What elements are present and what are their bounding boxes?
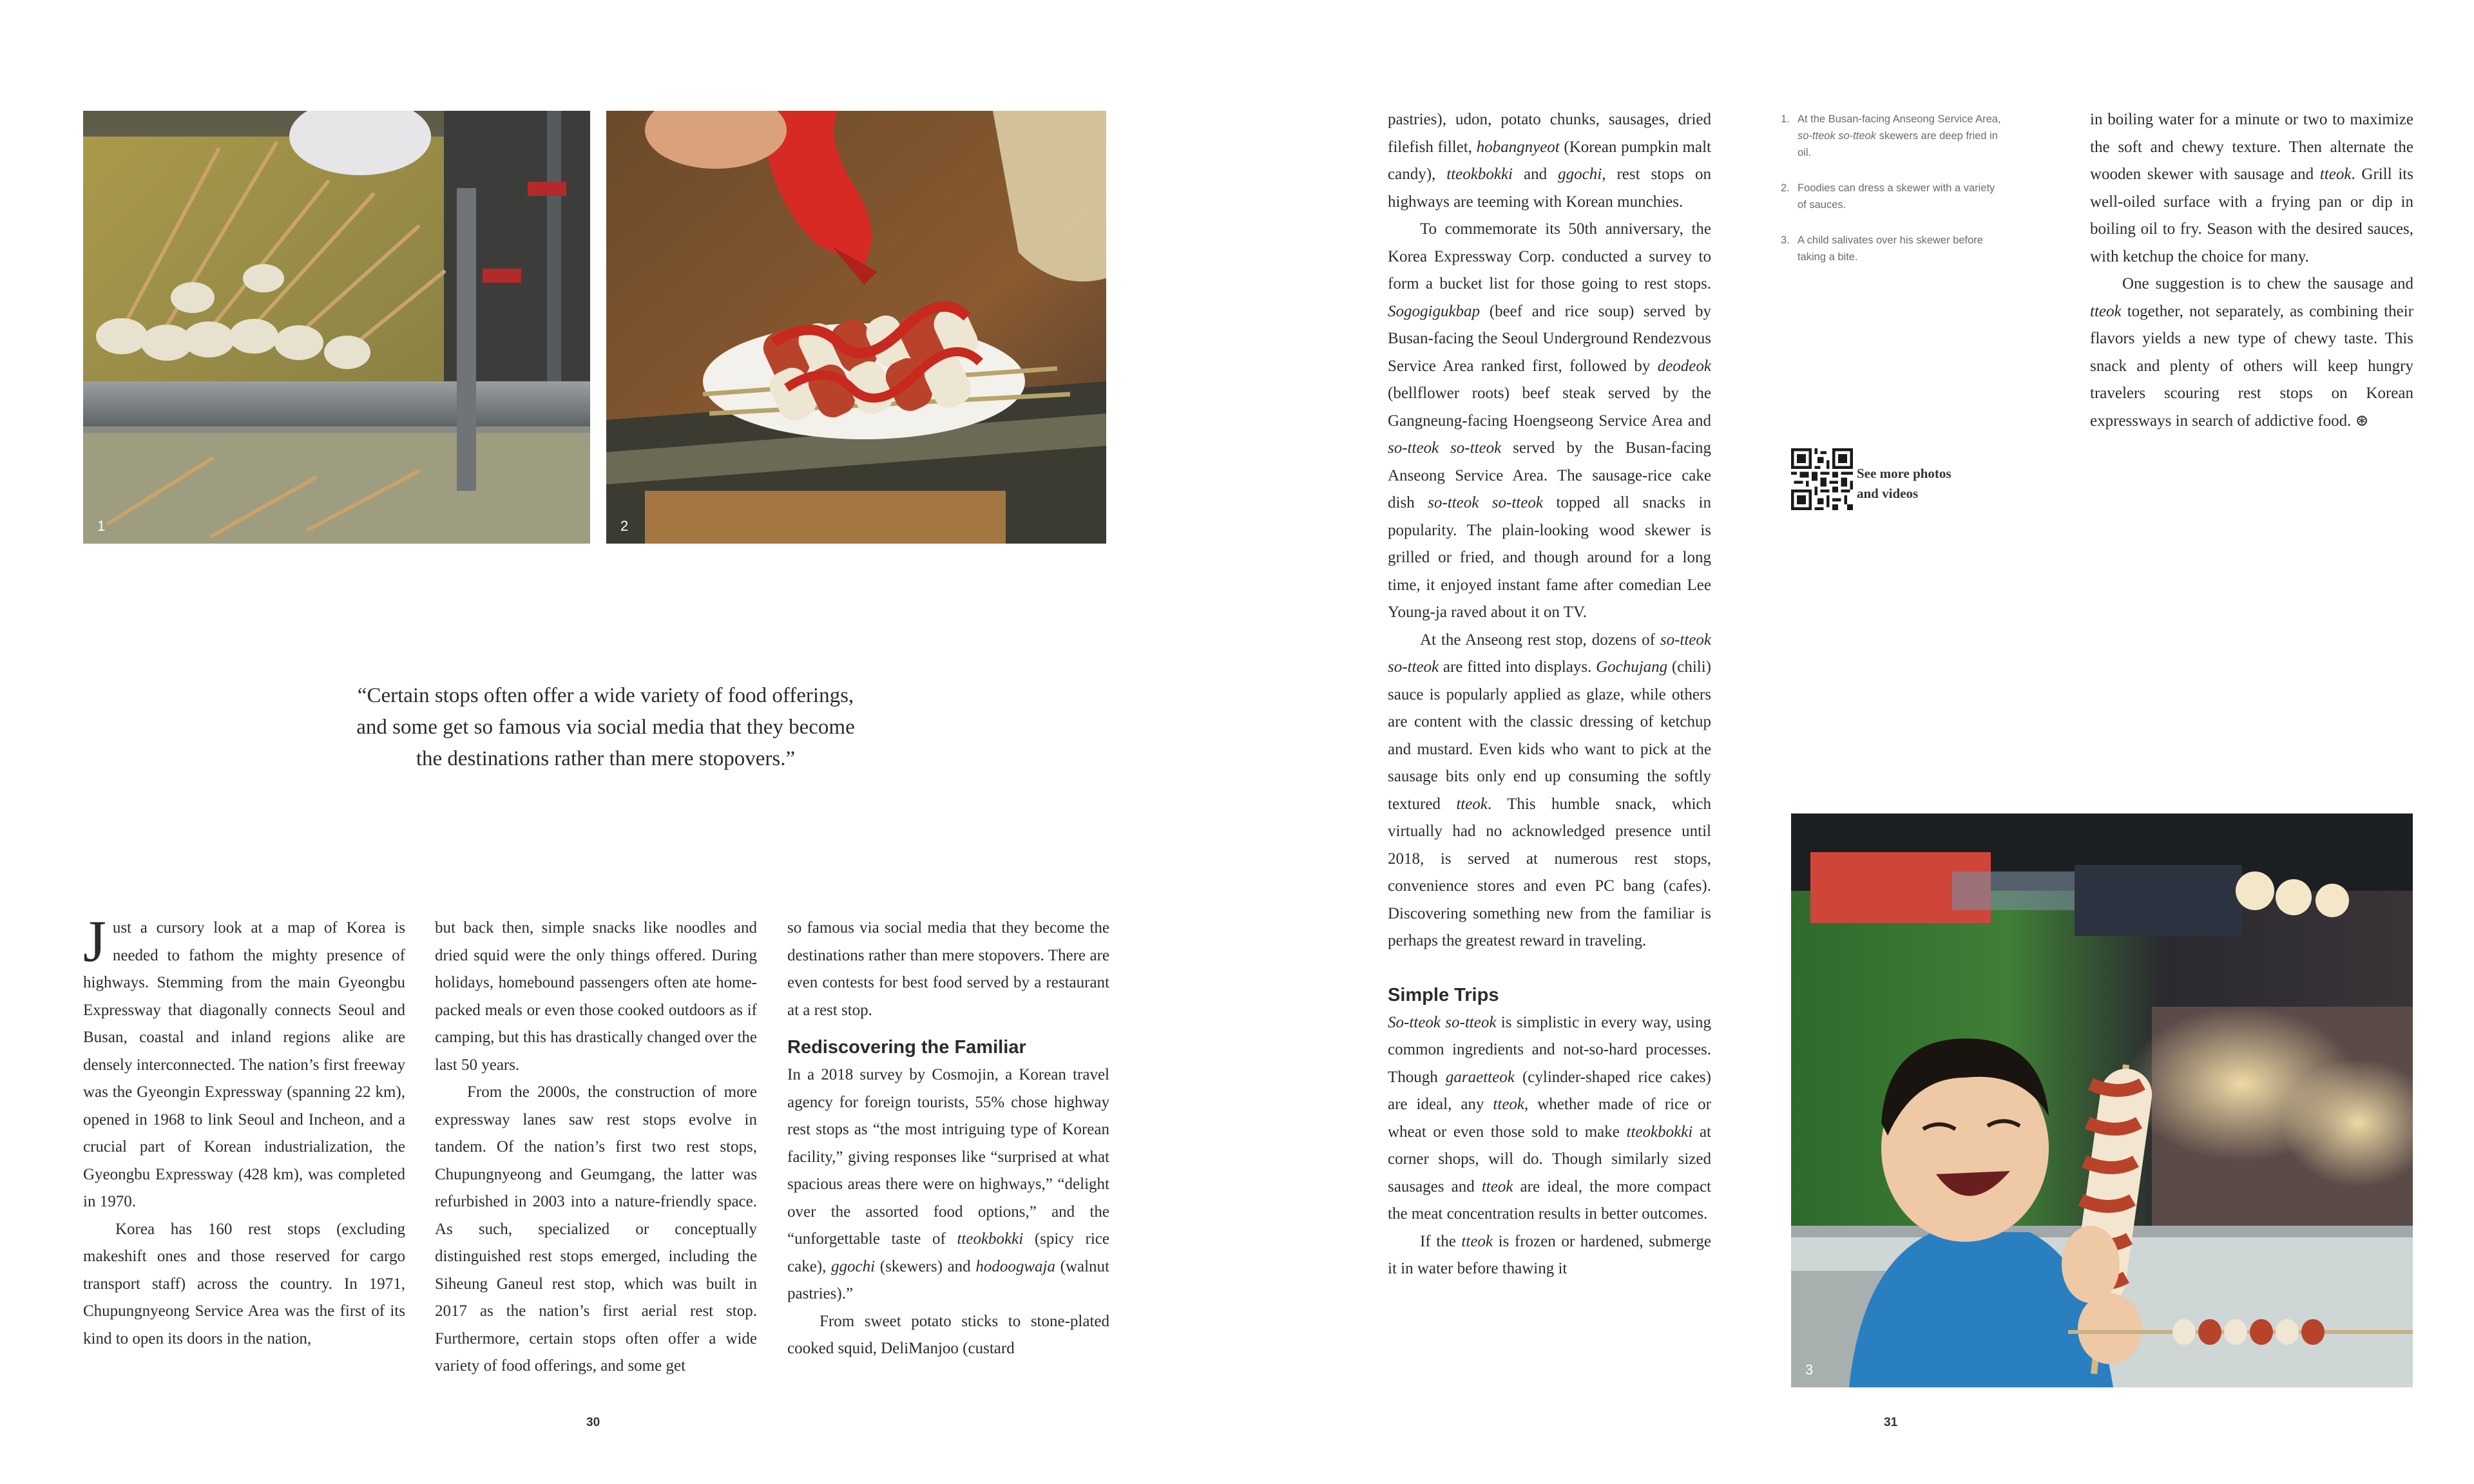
paragraph: From sweet potato sticks to stone-plated cooked squid, DeliManjoo (custard xyxy=(787,1312,1109,1357)
paragraph: So-tteok so-tteok is simplistic in every way, using common ingredients and not-so-hard processes. Though garaetteok (cylinder-shaped rice cakes) are ideal, any tteok, whether made of rice or wheat or even those sold to make tteokbokki at corner shops, will do. Though similarly sized sausages and tteok are ideal, the more compact the meat concentration results in better outcomes. xyxy=(1388,1013,1711,1222)
photo-captions xyxy=(1781,111,2006,284)
photo-child-with-skewer xyxy=(1791,813,2413,1387)
section-heading: Rediscovering the Familiar xyxy=(787,1037,1026,1058)
end-mark-icon: ⊛ xyxy=(2355,412,2369,430)
page-number-left: 30 xyxy=(586,1416,600,1429)
paragraph: One suggestion is to chew the sausage and tteok together, not separately, as combining their flavors yields a new type of chewy taste. This snack and plenty of others will keep hungry travelers scouring rest stops on Korean expressways in search of addictive food. ⊛ xyxy=(2090,275,2413,430)
paragraph: in boiling water for a minute or two to maximize the soft and chewy texture. Then alternate the wooden skewer with sausage and tteok. Grill its well-oiled surface with a frying pan or dip in boiling oil to fry. Season with the desired sauces, with ketchup the choice for many. xyxy=(2090,111,2413,265)
qr-code-icon[interactable] xyxy=(1791,448,1853,510)
photo-ketchup-skewers xyxy=(606,111,1106,544)
caption-item: 3. A child salivates over his skewer before taking a bite. xyxy=(1781,234,1983,263)
paragraph: so famous via social media that they become the destinations rather than mere stopovers. There are even contests for best food served by a restaurant at a rest stop. xyxy=(787,919,1109,1019)
photo-number: 2 xyxy=(620,518,629,534)
article-column-2 xyxy=(435,915,757,1380)
paragraph: Just a cursory look at a map of Korea is needed to fathom the mighty presence of highways. Stemming from the main Gyeongbu Expressway that diagonally connects Seoul and Busan, coastal and inland regions alike are densely interconnected. The nation’s first freeway was the Gyeongin Expressway (spanning 22 km), opened in 1968 to link Seoul and Incheon, and a crucial part of Korean industrialization, the Gyeongbu Expressway (428 km), was completed in 1970. xyxy=(83,908,405,1210)
article-column-5 xyxy=(2090,106,2413,435)
paragraph: To commemorate its 50th anniversary, the Korea Expressway Corp. conducted a survey to form a bucket list for those going to rest stops. Sogogigukbap (beef and rice soup) served by Busan-facing the Seoul Underground Rendezvous Service Area ranked first, followed by deodeok (bellflower roots) beef steak served by the Gangneung-facing Hoengseong Service Area and so-tteok so-tteok served by the Busan-facing Anseong Service Area. The sausage-rice cake dish so-tteok so-tteok topped all snacks in popularity. The plain-looking wood skewer is grilled or fried, and though around for a long time, it enjoyed instant fame after comedian Lee Young-ja raved about it on TV. xyxy=(1388,220,1712,621)
photo-number: 1 xyxy=(97,518,106,534)
caption-item: 2. Foodies can dress a skewer with a variety of sauces. xyxy=(1781,182,1995,211)
pull-quote xyxy=(283,680,928,775)
caption-item: 1. At the Busan-facing Anseong Service Area, so-tteok so-tteok skewers are deep fried in oil. xyxy=(1781,113,2001,158)
photo-frying-skewers xyxy=(83,111,590,544)
paragraph: From the 2000s, the construction of more expressway lanes saw rest stops evolve in tandem. Of the nation’s first two rest stops, Chupungnyeong and Geumgang, the latter was refurbished in 2003 into a nature-friendly space. As such, specialized or conceptually distinguished rest stops emerged, including the Siheung Ganeul rest stop, which was built in 2017 as the nation’s first aerial rest stop. Furthermore, certain stops often offer a wide variety of food offerings, and some get xyxy=(435,1083,757,1375)
article-column-3 xyxy=(787,915,1109,1363)
drop-cap: J xyxy=(83,908,106,974)
paragraph: pastries), udon, potato chunks, sausages, dried filefish fillet, hobangnyeot (Korean pumpkin malt candy), tteokbokki and ggochi, rest stops on highways are teeming with Korean munchies. xyxy=(1388,111,1711,211)
article-column-1 xyxy=(83,908,405,1353)
paragraph: At the Anseong rest stop, dozens of so-tteok so-tteok are fitted into displays. Gochujang (chili) sauce is popularly applied as glaze, while others are content with the classic dressing of ketchup and mustard. Even kids who want to pick at the sausage bits only end up consuming the softly textured tteok. This humble snack, which virtually had no acknowledged presence until 2018, is served at numerous rest stops, convenience stores and even PC bang (cafes). Discovering something new from the familiar is perhaps the greatest reward in traveling. xyxy=(1388,631,1711,949)
pull-quote-line: “Certain stops often offer a wide variety of food offerings, xyxy=(357,684,854,707)
pull-quote-line: and some get so famous via social media that they become xyxy=(356,716,855,739)
paragraph: In a 2018 survey by Cosmojin, a Korean travel agency for foreign tourists, 55% chose highway rest stops as “the most intriguing type of Korean facility,” giving responses like “surprised at what spacious areas there were on highways,” “delight over the assorted food options,” and the “unforgettable taste of tteokbokki (spicy rice cake), ggochi (skewers) and hodoogwaja (walnut pastries).” xyxy=(787,1066,1110,1302)
photo-number: 3 xyxy=(1805,1362,1814,1378)
qr-code-label: See more photos and videos xyxy=(1857,466,1951,501)
paragraph: but back then, simple snacks like noodles and dried squid were the only things offered. During holidays, homebound passengers often ate home-packed meals or even those cooked outdoors as if camping, but this has drastically changed over the last 50 years. xyxy=(435,919,757,1074)
section-heading: Simple Trips xyxy=(1388,984,1499,1005)
paragraph: If the tteok is frozen or hardened, submerge it in water before thawing it xyxy=(1388,1232,1711,1277)
pull-quote-line: the destinations rather than mere stopovers.” xyxy=(416,747,796,770)
paragraph: Korea has 160 rest stops (excluding makeshift ones and those reserved for cargo transport staff) across the country. In 1971, Chupungnyeong Service Area was the first of its kind to open its doors in the nation, xyxy=(83,1220,405,1347)
page-number-right: 31 xyxy=(1884,1416,1898,1429)
article-column-4 xyxy=(1388,106,1711,1283)
